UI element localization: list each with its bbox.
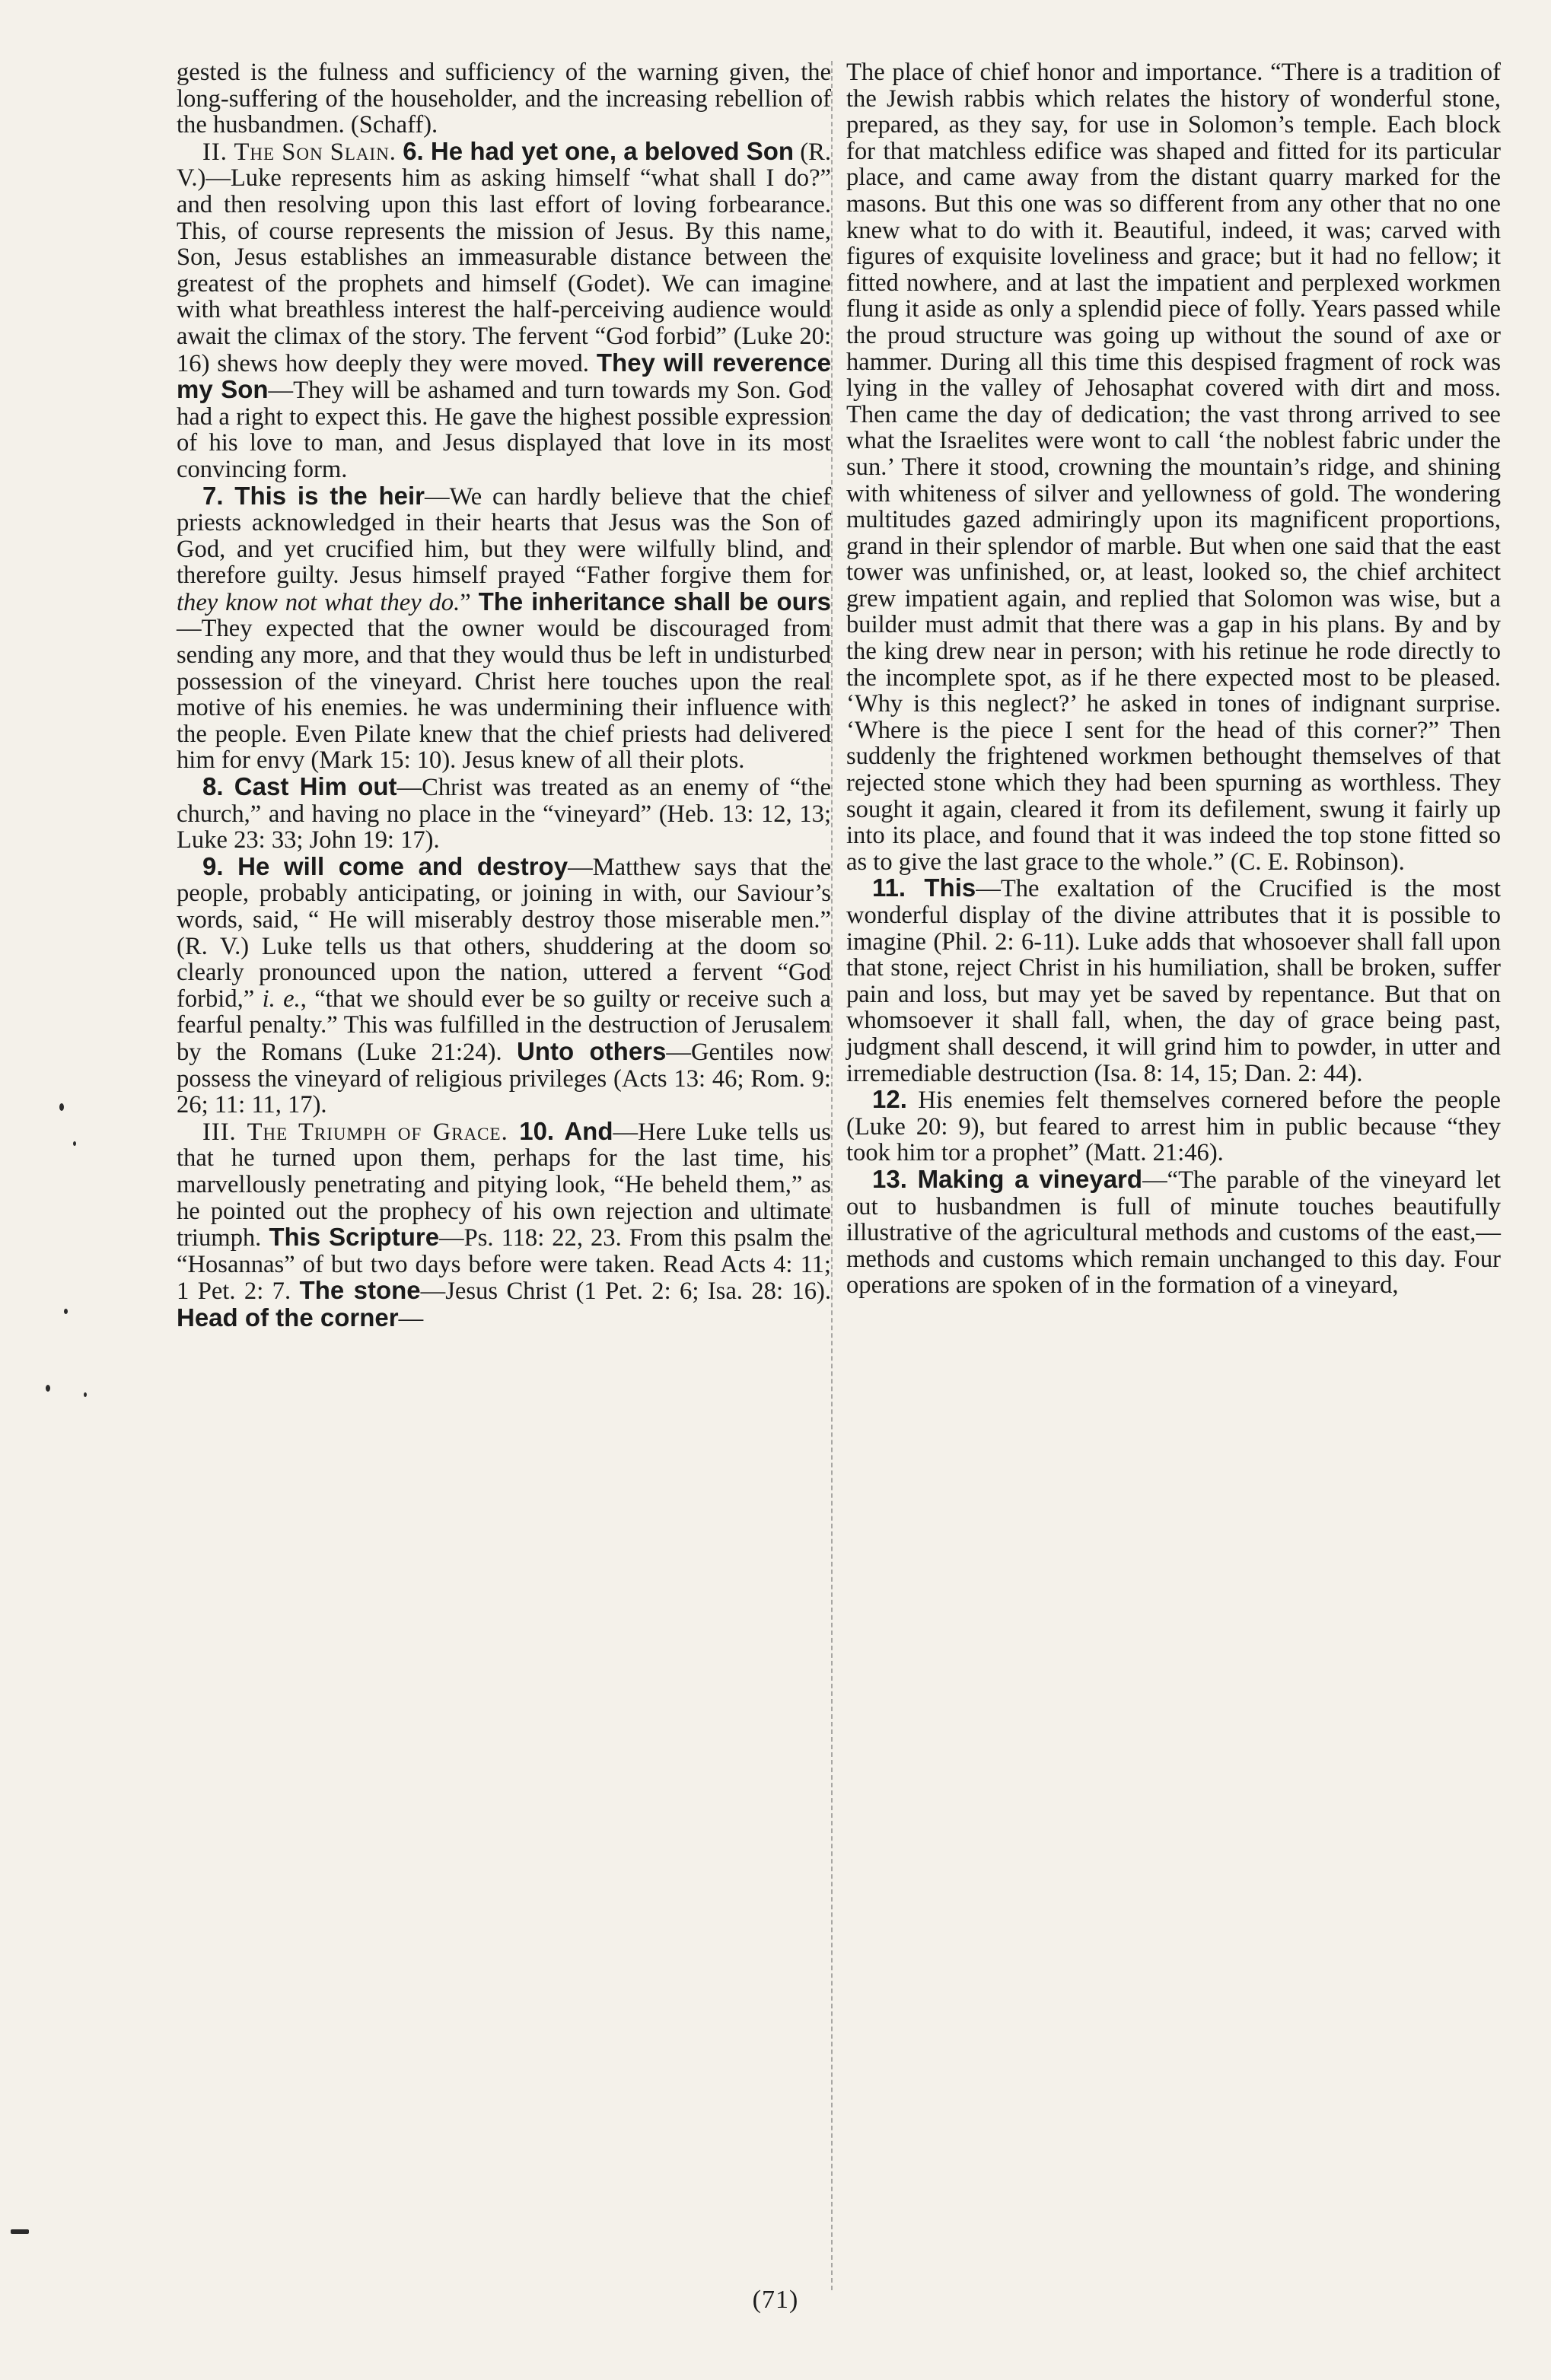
column-divider: [831, 61, 833, 2290]
verse-heading: They will reverence my Son: [177, 348, 831, 404]
paragraph-text: —They expected that the owner would be discouraged from sending any more, and that they would thus be left in undisturbed possession of the vineyard. Christ here touches upon the real motive of his enemies. he was undermining their influence with the people. Even Pilate knew that the chief priests had delivered him for envy (Mark 15: 10). Jesus knew of all their plots.: [177, 615, 831, 775]
verse-heading: The inheritance shall be ours: [478, 587, 831, 616]
verse-heading: 11. This: [872, 873, 976, 902]
left-column: [177, 59, 831, 1332]
verse-heading: 12.: [872, 1085, 907, 1114]
italic-text: i. e.: [262, 985, 301, 1013]
verse-heading: Head of the corner: [177, 1303, 399, 1332]
paragraph-text: gested is the fulness and sufficiency of the warning given, the long-suffering of the householder, and the increasing rebellion of the husbandmen. (Schaff).: [177, 59, 831, 139]
margin-speck: [73, 1141, 76, 1146]
verse-heading: Unto others: [516, 1036, 667, 1065]
margin-specks: [0, 0, 167, 2380]
paragraph-text: —They will be ashamed and turn towards my Son. God had a right to expect this. He gave the highest possible expression of his love to man, and Jesus displayed that love in its most convincing form.: [177, 377, 831, 483]
paragraph: [177, 851, 831, 1119]
margin-speck: [59, 1103, 64, 1111]
paragraph-text: —Ps. 118: 22, 23. From this psalm the “Hosannas” of but two days before were taken. Read Acts 4: 11; 1 Pet. 2: 7.: [177, 1224, 831, 1306]
verse-heading: This Scripture: [269, 1223, 440, 1252]
margin-speck: [64, 1309, 68, 1314]
paragraph: [177, 483, 831, 775]
verse-heading: 7. This is the heir: [202, 481, 425, 510]
paragraph-text: —: [398, 1304, 424, 1332]
paragraph-text: —“The parable of the vineyard let out to husbandmen is full of minute touches beautifully illustrative of the agricultural methods and customs of the east,—methods and customs which remain unchanged to this day. Four operations are spoken of in the formation of a vineyard,: [846, 1166, 1501, 1300]
right-column: [846, 59, 1501, 1299]
margin-speck: [11, 2229, 29, 2234]
verse-heading: 8. Cast Him out: [202, 772, 397, 801]
paragraph-text: —The exaltation of the Crucified is the most wonderful display of the divine attributes that it is possible to imagine (Phil. 2: 6-11). Luke adds that whosoever shall fall upon that stone, reject Christ in his humiliation, shall be broken, suffer pain and loss, but may yet be saved by repentance. But that on whomsoever it shall fall, when, the day of grace being past, judgment shall descend, it will grind him to powder, in utter and irremediable destruction (Isa. 8: 14, 15; Dan. 2: 44).: [846, 875, 1501, 1087]
italic-text: they know not what they do.: [177, 588, 460, 616]
paragraph-text: ”: [460, 588, 479, 616]
verse-heading: 13. Making a vineyard: [872, 1164, 1143, 1193]
paragraph-text: His enemies felt themselves cornered before the people (Luke 20: 9), but feared to arrest him in public because “they took him tor a prophet” (Matt. 21:46).: [846, 1087, 1501, 1167]
verse-heading: 10. And: [508, 1116, 613, 1145]
paragraph: [846, 1087, 1501, 1166]
paragraph-text: —Christ was treated as an enemy of “the church,” and having no place in the “vineyard” (Heb. 13: 12, 13; Luke 23: 33; John 19: 17).: [177, 774, 831, 854]
section-heading: III. The Triumph of Grace.: [202, 1118, 508, 1146]
paragraph: [846, 59, 1501, 875]
paragraph-text: (R. V.)—Luke represents him as asking himself “what shall I do?” and then resolving upon this last effort of loving forbearance. This, of course represents the mission of Jesus. By this name, Son, Jesus establishes an immeasurable distance between the greatest of the prophets and himself (Godet). We can imagine with what breathless interest the half-perceiving audience would await the climax of the story. The fervent “God forbid” (Luke 20: 16) shews how deeply they were moved.: [177, 138, 832, 377]
paragraph-text: —Matthew says that the people, probably anticipating, or joining in with, our Saviour’s words, said, “ He will miserably destroy those miserable men.” (R. V.) Luke tells us that others, shuddering at the doom so clearly pronounced upon the nation, uttered a fervent “God forbid,”: [177, 853, 831, 1013]
page-number: (71): [752, 2286, 799, 2314]
paragraph: [177, 59, 831, 138]
paragraph-text: The place of chief honor and importance. “There is a tradition of the Jewish rabbis which relates the history of wonderful stone, prepared, as they say, for use in Solomon’s temple. Each block for that matchless edifice was shaped and fitted for its particular place, and came away from the distant quarry marked for the masons. But this one was so different from any other that no one knew what to do with it. Beautiful, indeed, it was; carved with figures of exquisite loveliness and grace; but it had no fellow; it fitted nowhere, and at last the impatient and perplexed workmen flung it aside as only a splendid piece of folly. Years passed while the proud structure was going up without the sound of axe or hammer. During all this time this despised fragment of rock was lying in the valley of Jehosaphat covered with dirt and moss. Then came the day of dedication; the vast throng arrived to see what the Israelites were wont to call ‘the noblest fabric under the sun.’ There it stood, crowning the mountain’s ridge, and shining with whiteness of silver and yellowness of gold. The wondering multitudes gazed admiringly upon its magnificent proportions, grand in their splendor of marble. But when one said that the east tower was unfinished, or, at least, looked so, the chief architect grew impatient again, and replied that Solomon was wise, but a builder must admit that there was a gap in his plans. By and by the king drew near in person; with his retinue he rode directly to the incomplete spot, as if he there expected most to be pleased. ‘Why is this neglect?’ he asked in tones of indignant surprise. ‘Where is the piece I sent for the head of this corner?” Then suddenly the frightened workmen bethought themselves of that rejected stone which they had been spurning as worthless. They sought it again, cleared it from its defilement, swung it fairly up into its place, and found that it was indeed the top stone fitted so as to give the last grace to the whole.” (C. E. Robinson).: [846, 59, 1501, 876]
margin-speck: [46, 1385, 50, 1392]
verse-heading: The stone: [299, 1276, 421, 1305]
paragraph: [177, 1118, 831, 1332]
verse-heading: 9. He will come and destroy: [202, 851, 568, 880]
paragraph-text: —Here Luke tells us that he turned upon them, perhaps for the last time, his marvellously penetrating and pitying look, “He beheld them,” as he pointed out the prophecy of his own rejection and ultimate triumph.: [177, 1118, 831, 1252]
paragraph: [846, 1166, 1501, 1299]
paragraph-text: —Jesus Christ (1 Pet. 2: 6; Isa. 28: 16).: [420, 1278, 831, 1306]
paragraph-text: , “that we should ever be so guilty or receive such a fearful penalty.” This was fulfilled in the destruction of Jerusalem by the Romans (Luke 21:24).: [177, 985, 831, 1066]
section-heading: II. The Son Slain.: [202, 138, 397, 166]
paragraph: [846, 875, 1501, 1087]
paragraph: [177, 138, 831, 483]
margin-speck: [84, 1392, 87, 1397]
paragraph-text: —We can hardly believe that the chief priests acknowledged in their hearts that Jesus was the Son of God, and yet crucified him, but they were wilfully blind, and therefore guilty. Jesus himself prayed “Father forgive them for: [177, 482, 831, 590]
verse-heading: 6. He had yet one, a beloved Son: [403, 136, 795, 165]
paragraph-text: —Gentiles now possess the vineyard of religious privileges (Acts 13: 46; Rom. 9: 26; 11: 11, 17).: [177, 1038, 831, 1119]
paragraph: [177, 774, 831, 854]
